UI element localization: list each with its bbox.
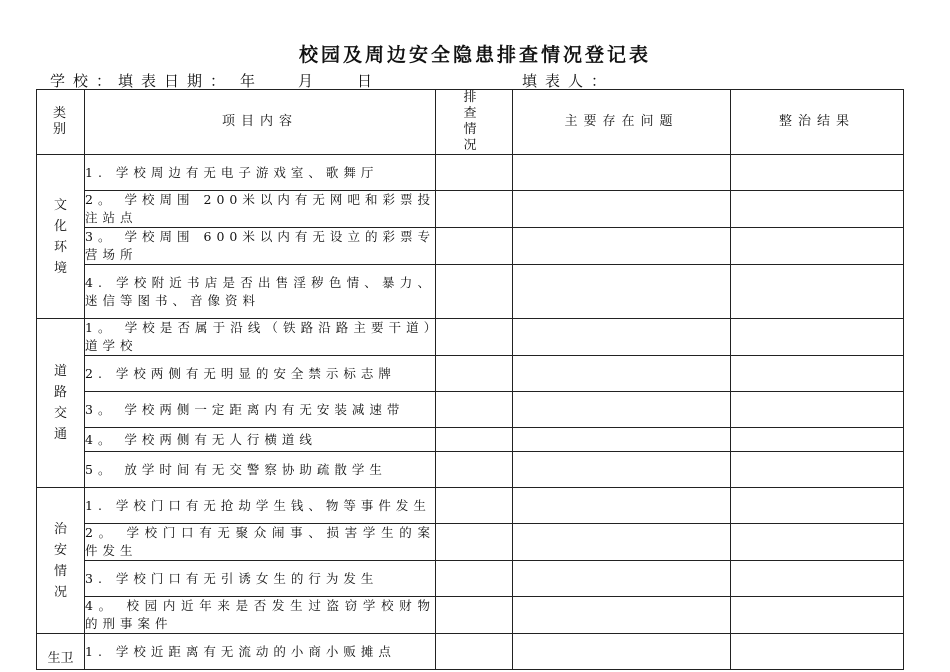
day-label: 日 bbox=[357, 72, 381, 90]
result-cell[interactable] bbox=[731, 191, 904, 228]
table-row bbox=[37, 452, 904, 488]
item-text: 3。 学校两侧一定距离内有无安装减速带 bbox=[85, 401, 405, 417]
check-cell[interactable] bbox=[436, 319, 513, 356]
header-item: 项目内容 bbox=[85, 90, 436, 155]
header-category bbox=[37, 90, 85, 155]
check-cell[interactable] bbox=[436, 265, 513, 319]
result-cell[interactable] bbox=[731, 634, 904, 670]
item-cell bbox=[85, 561, 436, 597]
problems-cell[interactable] bbox=[513, 155, 731, 191]
table-row bbox=[37, 634, 904, 670]
item-text: 2。 学校周围 200米以内有无网吧和彩票投注站点 bbox=[85, 192, 435, 225]
item-cell bbox=[85, 155, 436, 191]
header-check-text: 排查情况 bbox=[463, 90, 485, 153]
check-cell[interactable] bbox=[436, 191, 513, 228]
problems-cell[interactable] bbox=[513, 392, 731, 428]
check-cell[interactable] bbox=[436, 524, 513, 561]
check-cell[interactable] bbox=[436, 488, 513, 524]
table-row bbox=[37, 488, 904, 524]
table-row bbox=[37, 155, 904, 191]
item-text: 2. 学校两侧有无明显的安全禁示标志牌 bbox=[85, 365, 396, 381]
month-label: 月 bbox=[298, 72, 322, 90]
item-cell bbox=[85, 392, 436, 428]
check-cell[interactable] bbox=[436, 228, 513, 265]
fill-date-label: 填表日期： bbox=[118, 72, 234, 90]
table-row bbox=[37, 392, 904, 428]
problems-cell[interactable] bbox=[513, 452, 731, 488]
table-row bbox=[37, 191, 904, 228]
item-cell bbox=[85, 597, 436, 634]
inspection-table bbox=[36, 89, 904, 670]
item-cell bbox=[85, 524, 436, 561]
result-cell[interactable] bbox=[731, 155, 904, 191]
item-text: 4. 学校附近书店是否出售淫秽色情、暴力、迷信等图书、音像资料 bbox=[85, 274, 435, 308]
item-cell bbox=[85, 634, 436, 670]
result-cell[interactable] bbox=[731, 428, 904, 452]
header-category-text: 类别 bbox=[52, 106, 68, 137]
problems-cell[interactable] bbox=[513, 228, 731, 265]
school-label: 学校： bbox=[50, 72, 120, 90]
table-row bbox=[37, 561, 904, 597]
item-text: 2。 学校门口有无聚众闹事、损害学生的案件发生 bbox=[85, 525, 435, 558]
result-cell[interactable] bbox=[731, 265, 904, 319]
result-cell[interactable] bbox=[731, 356, 904, 392]
check-cell[interactable] bbox=[436, 561, 513, 597]
item-cell bbox=[85, 356, 436, 392]
item-text: 3. 学校门口有无引诱女生的行为发生 bbox=[85, 570, 379, 586]
category-cell-hygiene bbox=[37, 634, 85, 670]
problems-cell[interactable] bbox=[513, 265, 731, 319]
result-cell[interactable] bbox=[731, 228, 904, 265]
table-row bbox=[37, 356, 904, 392]
category-label: 道路交通 bbox=[53, 364, 67, 442]
item-text: 1. 学校门口有无抢劫学生钱、物等事件发生 bbox=[85, 497, 431, 513]
year-label: 年 bbox=[240, 72, 264, 90]
item-cell bbox=[85, 452, 436, 488]
category-cell-traffic bbox=[37, 319, 85, 488]
item-cell bbox=[85, 428, 436, 452]
check-cell[interactable] bbox=[436, 634, 513, 670]
item-text: 4。 学校两侧有无人行横道线 bbox=[85, 431, 317, 447]
check-cell[interactable] bbox=[436, 597, 513, 634]
item-text: 5。 放学时间有无交警察协助疏散学生 bbox=[85, 461, 387, 477]
result-cell[interactable] bbox=[731, 488, 904, 524]
category-label: 文化环境 bbox=[53, 197, 67, 276]
problems-cell[interactable] bbox=[513, 191, 731, 228]
item-text: 1. 学校周边有无电子游戏室、歌舞厅 bbox=[85, 164, 379, 180]
problems-cell[interactable] bbox=[513, 356, 731, 392]
problems-cell[interactable] bbox=[513, 428, 731, 452]
header-result: 整治结果 bbox=[731, 90, 904, 155]
table-row bbox=[37, 428, 904, 452]
result-cell[interactable] bbox=[731, 561, 904, 597]
problems-cell[interactable] bbox=[513, 319, 731, 356]
check-cell[interactable] bbox=[436, 392, 513, 428]
result-cell[interactable] bbox=[731, 524, 904, 561]
item-text: 4。 校园内近年来是否发生过盗窃学校财物的刑事案件 bbox=[85, 598, 435, 631]
header-check bbox=[436, 90, 513, 155]
result-cell[interactable] bbox=[731, 597, 904, 634]
category-label: 生卫 bbox=[47, 651, 74, 666]
check-cell[interactable] bbox=[436, 356, 513, 392]
item-text: 1. 学校近距离有无流动的小商小贩摊点 bbox=[85, 643, 396, 659]
item-cell bbox=[85, 488, 436, 524]
item-text: 1。 学校是否属于沿线（铁路沿路主要干道）道学校 bbox=[85, 320, 435, 353]
check-cell[interactable] bbox=[436, 428, 513, 452]
item-cell bbox=[85, 265, 436, 319]
item-cell bbox=[85, 228, 436, 265]
category-cell-culture bbox=[37, 155, 85, 319]
table-row bbox=[37, 524, 904, 561]
category-cell-security bbox=[37, 488, 85, 634]
table-row bbox=[37, 597, 904, 634]
table-row bbox=[37, 319, 904, 356]
header-row bbox=[37, 90, 904, 155]
item-text: 3。 学校周围 600米以内有无设立的彩票专营场所 bbox=[85, 229, 435, 262]
problems-cell[interactable] bbox=[513, 488, 731, 524]
check-cell[interactable] bbox=[436, 452, 513, 488]
item-cell bbox=[85, 319, 436, 356]
problems-cell[interactable] bbox=[513, 524, 731, 561]
filler-label: 填表人： bbox=[522, 72, 615, 90]
result-cell[interactable] bbox=[731, 392, 904, 428]
category-label: 治安情况 bbox=[53, 521, 67, 600]
check-cell[interactable] bbox=[436, 155, 513, 191]
result-cell[interactable] bbox=[731, 452, 904, 488]
table-row bbox=[37, 228, 904, 265]
problems-cell[interactable] bbox=[513, 597, 731, 634]
problems-cell[interactable] bbox=[513, 634, 731, 670]
table-row bbox=[37, 265, 904, 319]
result-cell[interactable] bbox=[731, 319, 904, 356]
item-cell bbox=[85, 191, 436, 228]
problems-cell[interactable] bbox=[513, 561, 731, 597]
document-title: 校园及周边安全隐患排查情况登记表 bbox=[298, 44, 651, 66]
header-problems: 主要存在问题 bbox=[513, 90, 731, 155]
